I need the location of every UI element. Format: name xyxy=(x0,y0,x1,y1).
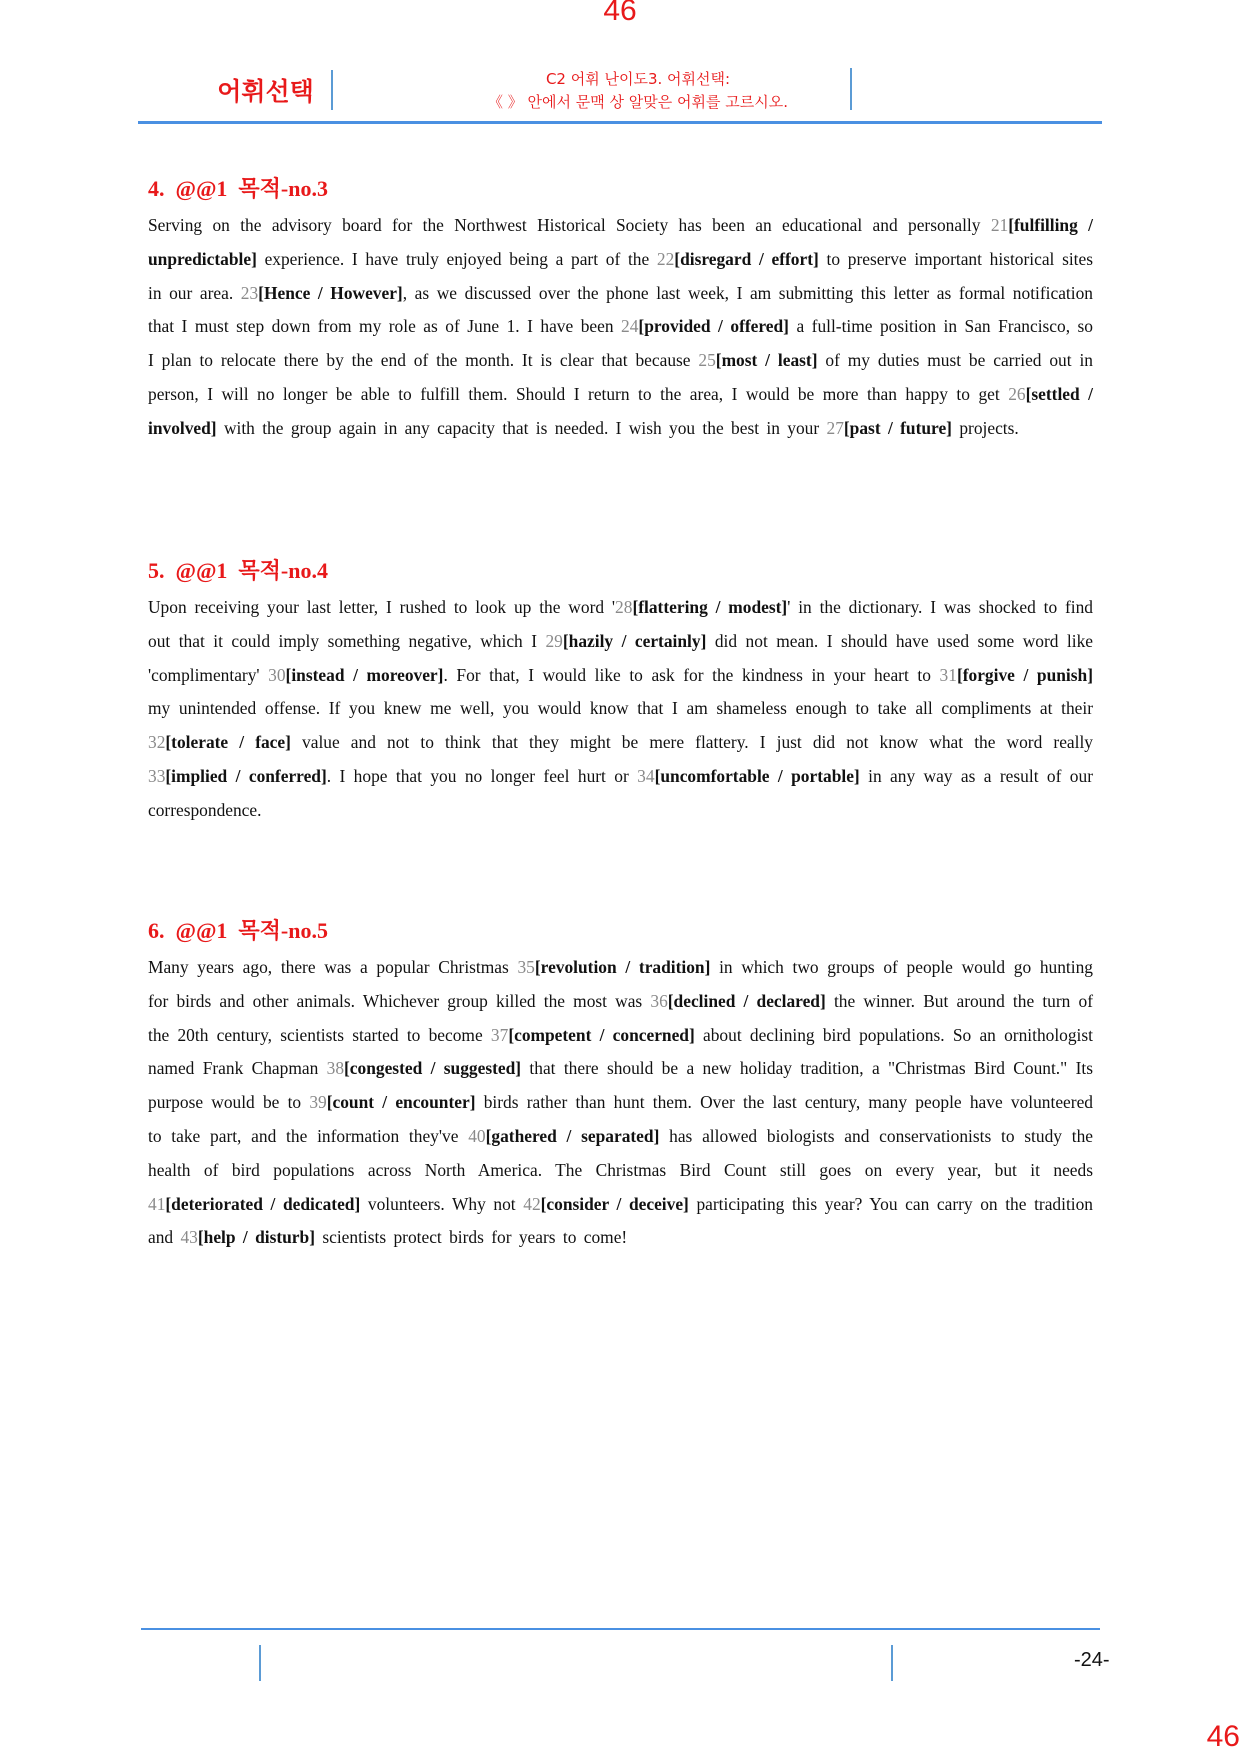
blank-number: 24 xyxy=(621,316,639,337)
word-choice: [instead / moreover] xyxy=(285,664,444,685)
top-page-number: 46 xyxy=(603,0,637,27)
header-subtitle-line1: C2 어휘 난이도3. 어휘선택: xyxy=(545,70,731,88)
header-divider-right xyxy=(850,68,852,110)
word-choice: [hazily / certainly] xyxy=(562,630,707,651)
section-title: 5. @@1 목적-no.4 xyxy=(148,558,328,583)
section-5 xyxy=(148,554,1093,828)
blank-number: 41 xyxy=(148,1193,166,1214)
word-choice: [deteriorated / dedicated] xyxy=(165,1193,361,1214)
word-choice: [count / encounter] xyxy=(326,1092,476,1113)
word-choice: [provided / offered] xyxy=(638,316,789,337)
blank-number: 35 xyxy=(517,957,535,977)
header-rule xyxy=(138,121,1102,124)
blank-number: 28 xyxy=(615,597,633,617)
word-choice: [flattering / modest] xyxy=(632,597,788,617)
blank-number: 30 xyxy=(268,664,286,685)
blank-number: 31 xyxy=(939,664,957,685)
blank-number: 36 xyxy=(650,990,668,1011)
word-choice: [uncomfortable / portable] xyxy=(654,765,860,786)
blank-number: 33 xyxy=(148,765,166,786)
blank-number: 38 xyxy=(326,1058,345,1079)
word-choice: [implied / conferred] xyxy=(165,765,327,786)
word-choice: [help / disturb] xyxy=(197,1227,315,1248)
word-choice: [consider / deceive] xyxy=(540,1193,689,1214)
word-choice: [congested / suggested] xyxy=(344,1058,522,1079)
blank-number: 34 xyxy=(637,765,655,786)
blank-number: 27 xyxy=(826,417,844,438)
passage-text: Serving on the advisory board for the Northwest Historical Society has been an educational and personally 21[fulfilling / unpredictable] experience. I have truly enjoyed being a part of the 22[disregard / effort] to preserve important historical sites in our area. 23[Hence / However], as we discussed over the phone last week, I am submitting this letter as formal notification that I must step down from my role as of June 1. I have been 24[provided / offered] a full-time position in San Francisco, so I plan to relocate there by the end of the month. It is clear that because 25[most / least] of my duties must be carried out in person, I will no longer be able to fulfill them. Should I return to the area, I would be more than happy to get 26[settled / involved] with the group again in any capacity that is needed. I wish you the best in your 27[past / future] projects. xyxy=(148,215,1094,438)
footer-page-number: -24- xyxy=(1074,1649,1110,1671)
word-choice: [forgive / punish] xyxy=(956,664,1093,685)
blank-number: 26 xyxy=(1008,383,1026,404)
word-choice: [most / least] xyxy=(715,350,818,371)
passage-text: Upon receiving your last letter, I rushed to look up the word '28[flattering / modest]' in the dictionary. I was shocked to find out that it could imply something negative, which I 29[hazily / certainly] did not mean. I should have used some word like 'complimentary' 30[instead / moreover]. For that, I would like to ask for the kindness in your heart to 31[forgive / punish] my unintended offense. If you knew me well, you would know that I am shameless enough to take all compliments at their 32[tolerate / face] value and not to think that they might be mere flattery. I just did not know what the word really 33[implied / conferred]. I hope that you no longer feel hurt or 34[uncomfortable / portable] in any way as a result of our correspondence. xyxy=(148,597,1094,820)
footer-divider-right xyxy=(891,1645,893,1681)
footer-divider-left xyxy=(259,1645,261,1681)
word-choice: [tolerate / face] xyxy=(165,732,291,753)
header-title: 어휘선택 xyxy=(217,77,314,106)
header-subtitle xyxy=(338,68,938,114)
section-6 xyxy=(148,914,1093,1255)
worksheet-header xyxy=(138,62,1102,124)
word-choice: [past / future] xyxy=(843,417,952,438)
header-subtitle-line2: 《 》 안에서 문맥 상 알맞은 어휘를 고르시오. xyxy=(488,93,788,111)
blank-number: 21 xyxy=(990,215,1009,235)
blank-number: 42 xyxy=(523,1193,541,1214)
word-choice: [Hence / However] xyxy=(258,282,403,303)
blank-number: 22 xyxy=(656,248,675,269)
blank-number: 23 xyxy=(240,282,259,303)
blank-number: 25 xyxy=(698,350,716,371)
blank-number: 43 xyxy=(180,1227,198,1248)
footer-rule xyxy=(141,1628,1100,1630)
word-choice: [gathered / separated] xyxy=(485,1125,660,1146)
word-choice: [competent / concerned] xyxy=(508,1024,695,1045)
word-choice: [revolution / tradition] xyxy=(534,957,711,977)
blank-number: 32 xyxy=(148,732,166,753)
word-choice: [declined / declared] xyxy=(667,990,826,1011)
header-divider-left xyxy=(331,70,333,110)
section-title: 4. @@1 목적-no.3 xyxy=(148,176,328,201)
word-choice: [fulfilling / unpredictable] xyxy=(148,215,1093,269)
blank-number: 37 xyxy=(490,1024,509,1045)
blank-number: 39 xyxy=(309,1092,327,1113)
section-4 xyxy=(148,172,1093,446)
passage-text: Many years ago, there was a popular Christmas 35[revolution / tradition] in which two groups of people would go hunting for birds and other animals. Whichever group killed the most was 36[declined / declared] the winner. But around the turn of the 20th century, scientists started to become 37[competent / concerned] about declining bird populations. So an ornithologist named Frank Chapman 38[congested / suggested] that there should be a new holiday tradition, a "Christmas Bird Count." Its purpose would be to 39[count / encounter] birds rather than hunt them. Over the last century, many people have volunteered to take part, and the information they've 40[gathered / separated] has allowed biologists and conservationists to study the health of bird populations across North America. The Christmas Bird Count still goes on every year, but it needs 41[deteriorated / dedicated] volunteers. Why not 42[consider / deceive] participating this year? You can carry on the tradition and 43[help / disturb] scientists protect birds for years to come! xyxy=(148,957,1093,1248)
section-title: 6. @@1 목적-no.5 xyxy=(148,918,328,943)
word-choice: [disregard / effort] xyxy=(674,248,819,269)
word-choice: [settled / involved] xyxy=(148,383,1093,438)
blank-number: 29 xyxy=(545,630,563,651)
blank-number: 40 xyxy=(468,1125,486,1146)
bottom-page-number: 46 xyxy=(1206,1720,1240,1753)
